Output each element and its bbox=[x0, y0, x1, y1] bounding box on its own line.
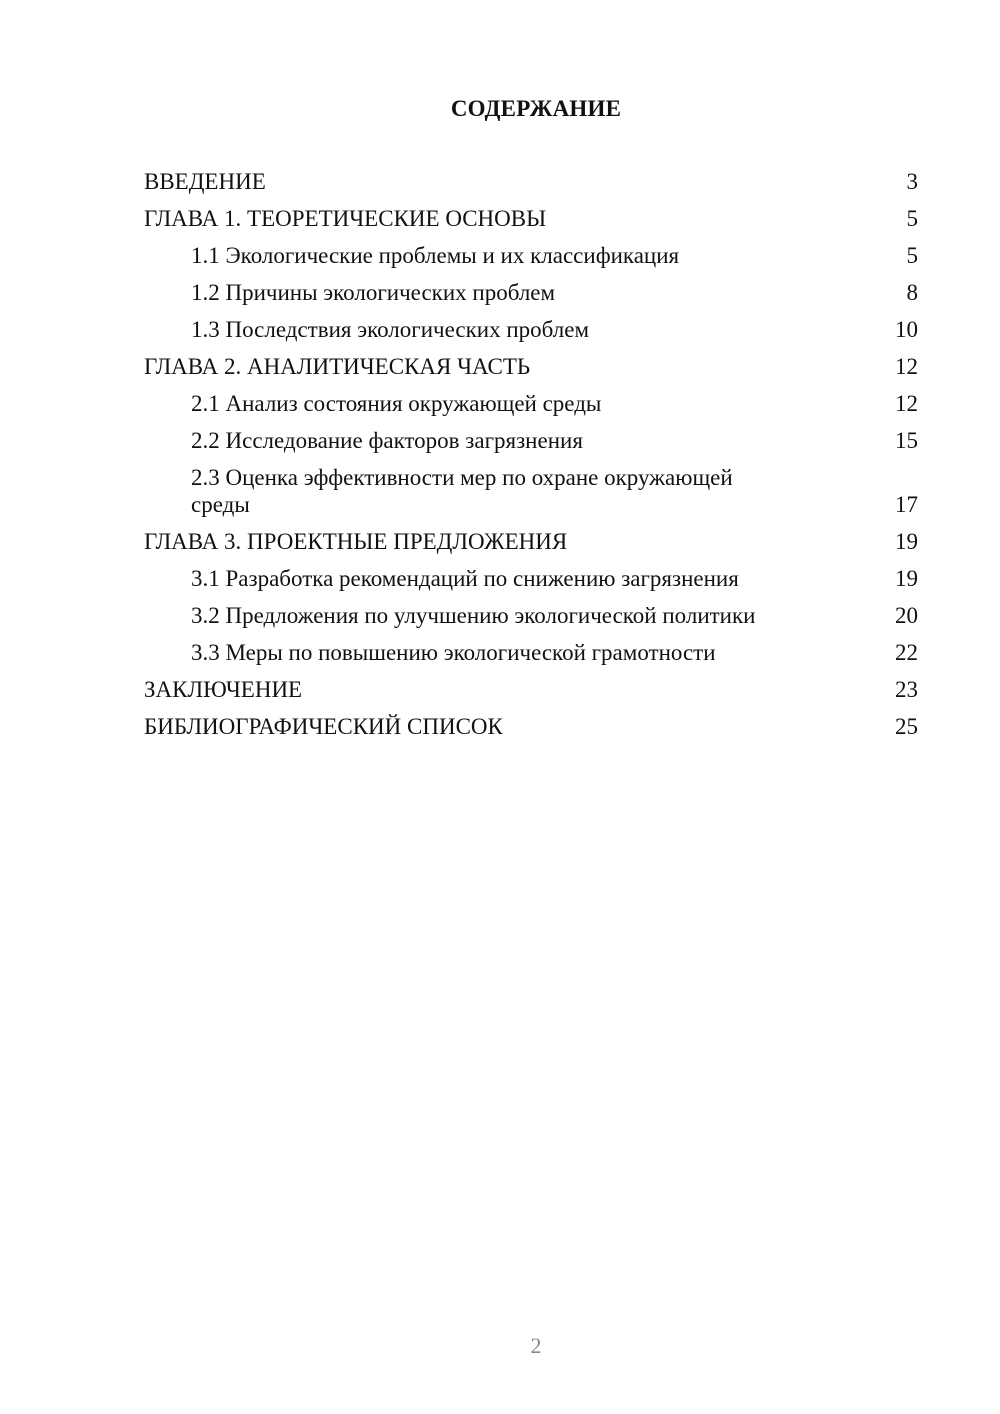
toc-entry-label: 3.1 Разработка рекомендаций по снижению загрязнения bbox=[191, 566, 739, 591]
toc-entry-label: 1.2 Причины экологических проблем bbox=[191, 280, 556, 305]
toc-entry-section-1-1[interactable] bbox=[144, 242, 918, 269]
toc-entry-section-3-3[interactable] bbox=[144, 639, 918, 666]
toc-entry-section-3-2[interactable] bbox=[144, 602, 918, 629]
toc-entry-page: 17 bbox=[895, 492, 918, 517]
toc-entry-section-3-1[interactable] bbox=[144, 565, 918, 592]
toc-entry-page: 8 bbox=[906, 280, 918, 305]
toc-entry-label: ВВЕДЕНИЕ bbox=[144, 169, 266, 194]
toc-entry-page: 3 bbox=[906, 169, 918, 194]
toc-entry-page: 12 bbox=[895, 391, 918, 416]
page-number: 2 bbox=[530, 1333, 542, 1358]
toc-entry-section-2-3[interactable] bbox=[144, 464, 918, 518]
toc-entry-bibliography[interactable] bbox=[144, 713, 918, 740]
toc-entry-page: 25 bbox=[895, 714, 918, 739]
toc-entry-label: 2.2 Исследование факторов загрязнения bbox=[191, 428, 583, 453]
toc-entry-section-2-2[interactable] bbox=[144, 427, 918, 454]
toc-entry-label: 1.1 Экологические проблемы и их классификация bbox=[191, 243, 680, 268]
toc-entry-label: ЗАКЛЮЧЕНИЕ bbox=[144, 677, 303, 702]
toc-entry-section-1-3[interactable] bbox=[144, 316, 918, 343]
toc-heading: СОДЕРЖАНИЕ bbox=[450, 96, 622, 121]
toc-entry-chapter-2[interactable] bbox=[144, 353, 918, 380]
toc-entry-page: 5 bbox=[906, 243, 918, 268]
toc-entry-chapter-1[interactable] bbox=[144, 205, 918, 232]
toc-entry-page: 10 bbox=[895, 317, 918, 342]
toc-entry-section-1-2[interactable] bbox=[144, 279, 918, 306]
toc-entry-label: 3.2 Предложения по улучшению экологической политики bbox=[191, 603, 756, 628]
toc-entry-label: ГЛАВА 1. ТЕОРЕТИЧЕСКИЕ ОСНОВЫ bbox=[144, 206, 547, 231]
toc-entry-label: 1.3 Последствия экологических проблем bbox=[191, 317, 589, 342]
toc-entry-page: 19 bbox=[895, 529, 918, 554]
toc-entry-page: 22 bbox=[895, 640, 918, 665]
toc-entry-page: 15 bbox=[895, 428, 918, 453]
toc-entry-label: ГЛАВА 2. АНАЛИТИЧЕСКАЯ ЧАСТЬ bbox=[144, 354, 531, 379]
table-of-contents bbox=[144, 168, 918, 750]
toc-entry-label: 2.3 Оценка эффективности мер по охране окружающей среды bbox=[191, 465, 733, 517]
toc-entry-label: 3.3 Меры по повышению экологической грамотности bbox=[191, 640, 716, 665]
toc-entry-conclusion[interactable] bbox=[144, 676, 918, 703]
toc-entry-page: 23 bbox=[895, 677, 918, 702]
toc-entry-section-2-1[interactable] bbox=[144, 390, 918, 417]
toc-entry-label: ГЛАВА 3. ПРОЕКТНЫЕ ПРЕДЛОЖЕНИЯ bbox=[144, 529, 568, 554]
toc-entry-page: 19 bbox=[895, 566, 918, 591]
toc-entry-chapter-3[interactable] bbox=[144, 528, 918, 555]
toc-entry-page: 20 bbox=[895, 603, 918, 628]
toc-entry-introduction[interactable] bbox=[144, 168, 918, 195]
toc-entry-page: 5 bbox=[906, 206, 918, 231]
toc-entry-label: 2.1 Анализ состояния окружающей среды bbox=[191, 391, 602, 416]
toc-entry-label: БИБЛИОГРАФИЧЕСКИЙ СПИСОК bbox=[144, 714, 503, 739]
toc-entry-page: 12 bbox=[895, 354, 918, 379]
